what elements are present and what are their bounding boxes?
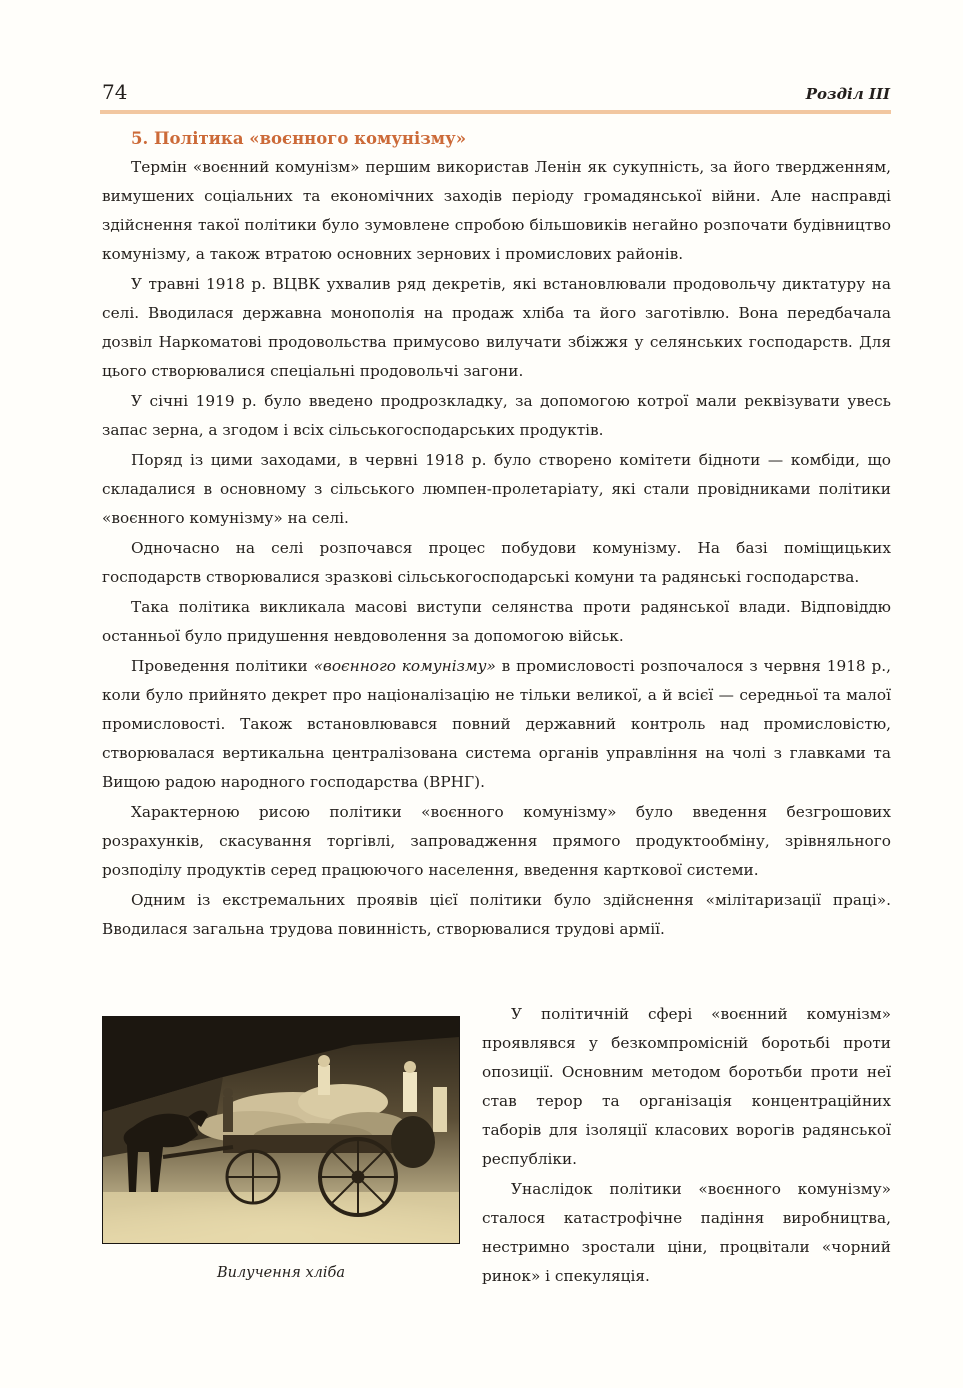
paragraph: Одночасно на селі розпочався процес побудови комунізму. На базі поміщицьких господарств створювалися зразкові сільськогосподарські комуни та радянські господарства. <box>102 539 891 586</box>
paragraph: У політичній сфері «воєнний комунізм» проявлявся у безкомпромісній боротьбі проти опозиції. Основним методом боротьби проти неї став терор та організація концентраційних таборів для ізоляції класових ворогів радянської республіки. <box>482 1005 891 1168</box>
paragraph: Характерною рисою політики «воєнного комунізму» було введення безгрошових розрахунків, скасування торгівлі, запровадження прямого продуктообміну, зрівняльного розподілу продуктів серед працюючого населення, введення карткової системи. <box>102 803 891 879</box>
figure <box>102 1016 460 1283</box>
emphasis-term: «воєнного комунізму» <box>313 657 496 675</box>
main-text <box>102 124 891 944</box>
paragraph: Така політика викликала масові виступи селянства проти радянської влади. Відповіддю останньої було придушення невдоволення за допомогою військ. <box>102 598 891 645</box>
figure-caption: Вилучення хліба <box>216 1265 346 1281</box>
page-number: 74 <box>102 80 128 104</box>
paragraph-lead: Проведення політики <box>131 657 314 675</box>
paragraph-rest: в промисловості розпочалося з червня 1918 р., коли було прийнято декрет про націоналізацію не тільки великої, а й всієї — середньої та малої промисловості. Також встановлювався повний державний контроль над промисловістю, створювалася вертикальна централізована система органів управління на чолі з главками та Вищою радою народного господарства (ВРНГ). <box>102 657 891 791</box>
paragraph: Термін «воєнний комунізм» першим використав Ленін як сукупність, за його твердженням, вимушених соціальних та економічних заходів періоду громадянської війни. Але насправді здійснення такої політики було зумовлене спробою більшовиків негайно розпочати будівництво комунізму, а також втратою основних зернових і промислових районів. <box>102 158 891 263</box>
header-rule <box>100 110 891 114</box>
paragraph: Унаслідок політики «воєнного комунізму» сталося катастрофічне падіння виробництва, нестримно зростали ціни, процвітали «чорний ринок» і спекуляція. <box>482 1180 891 1285</box>
side-text <box>482 1000 891 1291</box>
paragraph: Одним із екстремальних проявів цієї політики було здійснення «мілітаризації праці». Вводилася загальна трудова повинність, створювалися трудові армії. <box>102 891 891 938</box>
paragraph: У травні 1918 р. ВЦВК ухвалив ряд декретів, які встановлювали продовольчу диктатуру на селі. Вводилася державна монополія на продаж хліба та його заготівлю. Вона передбачала дозвіл Наркоматові продовольства примусово вилучати збіжжя у селянських господарств. Для цього створювалися спеціальні продовольчі загони. <box>102 275 891 380</box>
section-label: Розділ III <box>805 85 890 103</box>
paragraph <box>102 652 891 797</box>
paragraph: Поряд із цими заходами, в червні 1918 р. було створено комітети бідноти — комбіди, що складалися в основному з сільського люмпен-пролетаріату, які стали провідниками політики «воєнного комунізму» на селі. <box>102 451 891 527</box>
photo-grain-requisition <box>102 1016 460 1244</box>
paragraph: У січні 1919 р. було введено продрозкладку, за допомогою котрої мали реквізувати увесь запас зерна, а згодом і всіх сільськогосподарських продуктів. <box>102 392 891 439</box>
section-heading: 5. Політика «воєнного комунізму» <box>131 129 467 148</box>
